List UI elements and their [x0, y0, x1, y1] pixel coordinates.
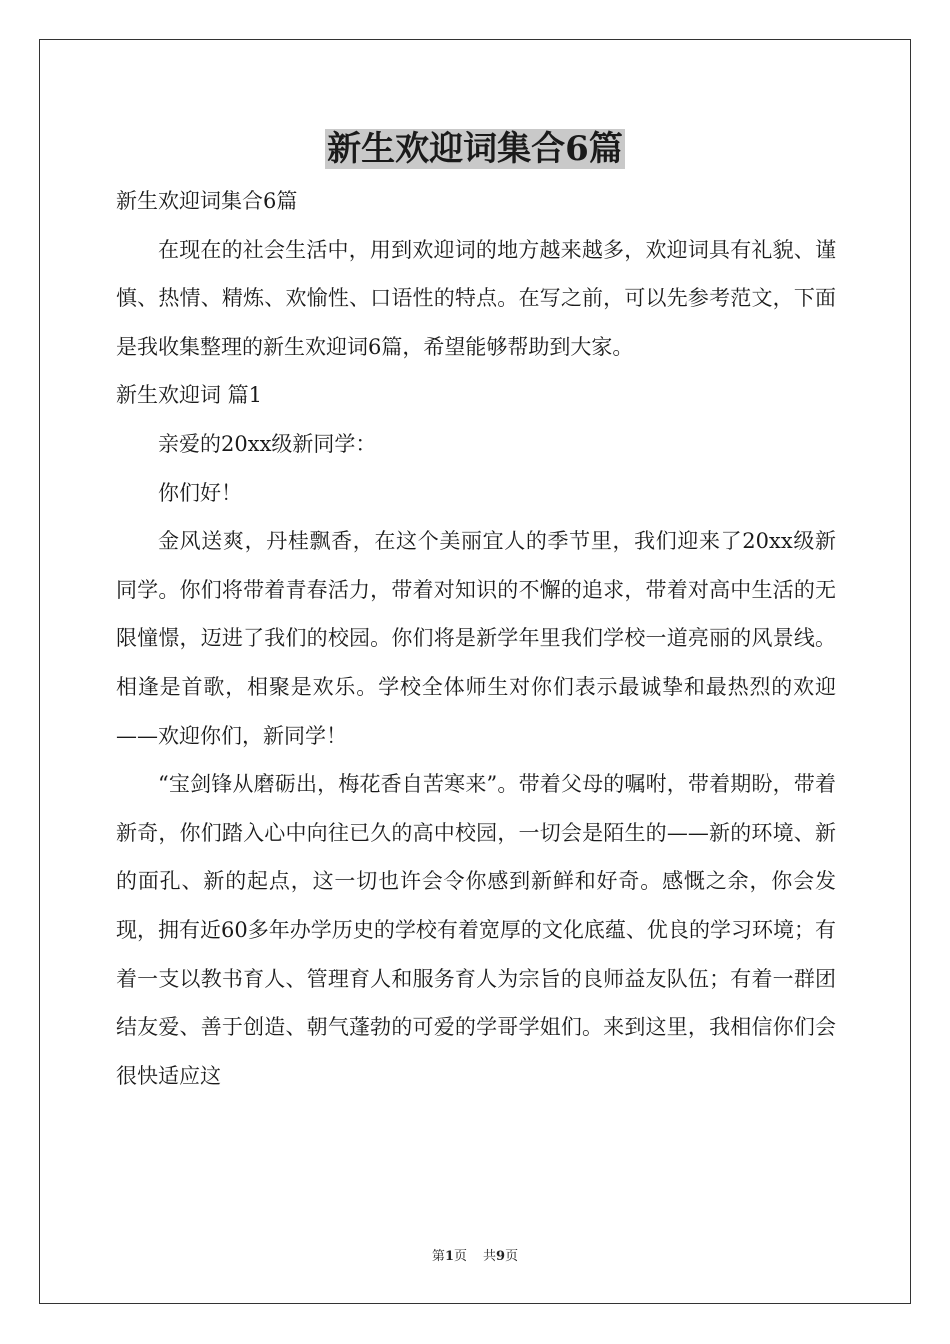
- page-footer: [0, 1245, 950, 1264]
- page-suffix: 页: [453, 1249, 467, 1264]
- page-prefix: 第: [431, 1249, 445, 1264]
- document-title: [0, 124, 950, 174]
- page-current: 1: [444, 1249, 454, 1264]
- total-suffix: 页: [505, 1249, 519, 1264]
- section-heading: 新生欢迎词 篇1: [116, 383, 263, 408]
- salutation: 亲爱的20xx级新同学：: [158, 431, 377, 456]
- intro-paragraph: 在现在的社会生活中，用到欢迎词的地方越来越多，欢迎词具有礼貌、谨慎、热情、精炼、欢愉性、口语性的特点。在写之前，可以先参考范文，下面是我收集整理的新生欢迎词6篇，希望能够帮助到大家。: [116, 237, 836, 359]
- body-paragraph: “宝剑锋从磨砺出，梅花香自苦寒来”。带着父母的嘱咐，带着期盼，带着新奇，你们踏入心中向往已久的高中校园，一切会是陌生的——新的环境、新的面孔、新的起点，这一切也许会令你感到新鲜和好奇。感慨之余，你会发现，拥有近60多年办学历史的学校有着宽厚的文化底蕴、优良的学习环境；有着一支以教书育人、管理育人和服务育人为宗旨的良师益友队伍；有着一群团结友爱、善于创造、朝气蓬勃的可爱的学哥学姐们。来到这里，我相信你们会很快适应这: [116, 772, 836, 1088]
- greeting: 你们好！: [158, 480, 242, 505]
- document-subtitle: 新生欢迎词集合6篇: [116, 189, 298, 213]
- document-title-text: 新生欢迎词集合6篇: [327, 129, 623, 169]
- document-body: [116, 177, 836, 1100]
- body-paragraph: 金风送爽，丹桂飘香，在这个美丽宜人的季节里，我们迎来了20xx级新同学。你们将带着青春活力，带着对知识的不懈的追求，带着对高中生活的无限憧憬，迈进了我们的校园。你们将是新学年里我们学校一道亮丽的风景线。相逢是首歌，相聚是欢乐。学校全体师生对你们表示最诚挚和最热烈的欢迎——欢迎你们，新同学！: [116, 529, 836, 748]
- page-total: 9: [496, 1249, 506, 1264]
- total-prefix: 共: [483, 1249, 497, 1264]
